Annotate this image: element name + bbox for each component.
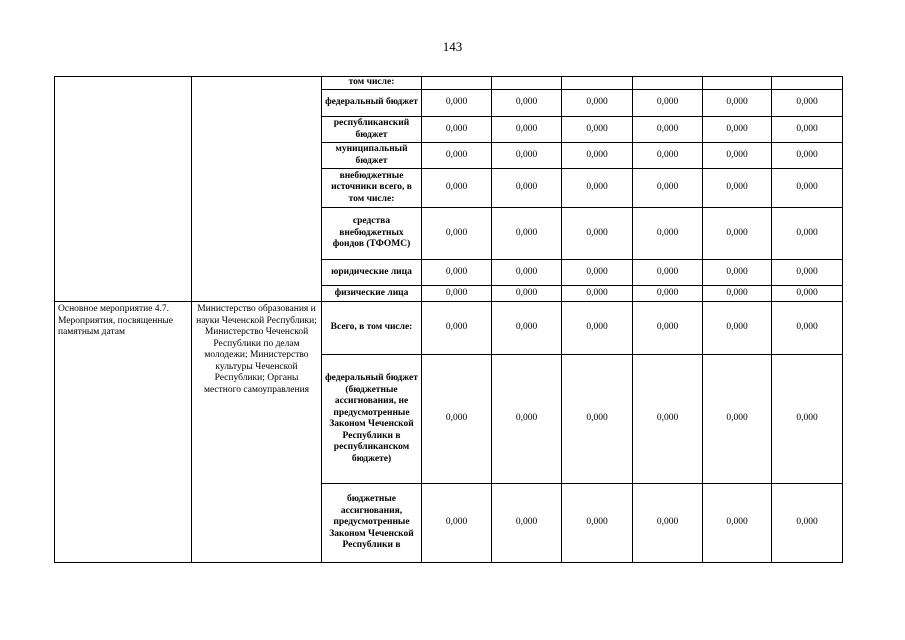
page-number: 143 — [442, 39, 463, 54]
value-cell: 0,000 — [562, 355, 633, 484]
table-row — [55, 302, 843, 355]
value-cell: 0,000 — [772, 117, 843, 143]
value-cell: 0,000 — [562, 208, 633, 260]
funding-source-cell: бюджетные ассигнования, предусмотренные Законом Чеченской Республики в — [322, 484, 422, 563]
funding-table — [54, 76, 843, 563]
value-cell: 0,000 — [703, 260, 772, 286]
value-cell: 0,000 — [422, 169, 492, 208]
value-cell: 0,000 — [703, 355, 772, 484]
value-cell: 0,000 — [562, 260, 633, 286]
value-cell: 0,000 — [703, 484, 772, 563]
value-cell: 0,000 — [422, 286, 492, 302]
empty-responsible-cell — [192, 77, 322, 302]
value-cell: 0,000 — [633, 90, 703, 117]
funding-source-cell: внебюджетные источники всего, в том числе: — [322, 169, 422, 208]
value-cell — [772, 77, 843, 90]
value-cell: 0,000 — [633, 143, 703, 169]
funding-source-cell: физические лица — [322, 286, 422, 302]
value-cell: 0,000 — [422, 143, 492, 169]
value-cell: 0,000 — [562, 143, 633, 169]
value-cell: 0,000 — [772, 355, 843, 484]
value-cell: 0,000 — [422, 355, 492, 484]
value-cell: 0,000 — [633, 286, 703, 302]
value-cell: 0,000 — [562, 286, 633, 302]
value-cell: 0,000 — [703, 286, 772, 302]
value-cell — [422, 77, 492, 90]
value-cell: 0,000 — [703, 117, 772, 143]
value-cell: 0,000 — [422, 484, 492, 563]
event-name-cell: Основное мероприятие 4.7. Мероприятия, посвященные памятным датам — [55, 302, 192, 563]
value-cell: 0,000 — [492, 169, 562, 208]
value-cell: 0,000 — [562, 90, 633, 117]
value-cell — [492, 77, 562, 90]
value-cell: 0,000 — [492, 90, 562, 117]
funding-source-cell: юридические лица — [322, 260, 422, 286]
value-cell: 0,000 — [492, 355, 562, 484]
value-cell: 0,000 — [562, 484, 633, 563]
value-cell: 0,000 — [422, 260, 492, 286]
funding-source-cell: муниципальный бюджет — [322, 143, 422, 169]
funding-source-cell: средства внебюджетных фондов (ТФОМС) — [322, 208, 422, 260]
value-cell: 0,000 — [633, 117, 703, 143]
value-cell — [562, 77, 633, 90]
value-cell: 0,000 — [772, 169, 843, 208]
value-cell: 0,000 — [633, 169, 703, 208]
value-cell: 0,000 — [633, 260, 703, 286]
value-cell: 0,000 — [422, 90, 492, 117]
value-cell: 0,000 — [422, 117, 492, 143]
value-cell: 0,000 — [703, 208, 772, 260]
value-cell: 0,000 — [633, 208, 703, 260]
value-cell: 0,000 — [703, 169, 772, 208]
funding-source-cell: республиканский бюджет — [322, 117, 422, 143]
funding-source-cell: федеральный бюджет (бюджетные ассигнования, не предусмотренные Законом Чеченской Республики в республиканском бюджете) — [322, 355, 422, 484]
value-cell: 0,000 — [772, 286, 843, 302]
funding-source-cell: том числе: — [322, 77, 422, 90]
value-cell: 0,000 — [492, 484, 562, 563]
value-cell: 0,000 — [562, 302, 633, 355]
value-cell: 0,000 — [422, 208, 492, 260]
value-cell: 0,000 — [422, 302, 492, 355]
value-cell: 0,000 — [703, 90, 772, 117]
value-cell: 0,000 — [492, 302, 562, 355]
value-cell: 0,000 — [492, 117, 562, 143]
funding-source-cell: федеральный бюджет — [322, 90, 422, 117]
empty-name-cell — [55, 77, 192, 302]
value-cell: 0,000 — [772, 302, 843, 355]
value-cell: 0,000 — [703, 302, 772, 355]
value-cell: 0,000 — [703, 143, 772, 169]
value-cell: 0,000 — [633, 302, 703, 355]
value-cell: 0,000 — [772, 484, 843, 563]
table-row — [55, 77, 843, 90]
value-cell: 0,000 — [492, 208, 562, 260]
value-cell: 0,000 — [772, 143, 843, 169]
value-cell: 0,000 — [772, 90, 843, 117]
value-cell: 0,000 — [772, 208, 843, 260]
value-cell: 0,000 — [562, 117, 633, 143]
value-cell — [633, 77, 703, 90]
value-cell: 0,000 — [492, 260, 562, 286]
value-cell: 0,000 — [562, 169, 633, 208]
value-cell: 0,000 — [772, 260, 843, 286]
funding-source-cell: Всего, в том числе: — [322, 302, 422, 355]
value-cell: 0,000 — [633, 484, 703, 563]
value-cell: 0,000 — [492, 143, 562, 169]
responsible-executors-cell: Министерство образования и науки Чеченской Республики; Министерство Чеченской Республики по делам молодежи; Министерство культуры Чеченской Республики; Органы местного самоуправления — [192, 302, 322, 563]
value-cell — [703, 77, 772, 90]
value-cell: 0,000 — [633, 355, 703, 484]
value-cell: 0,000 — [492, 286, 562, 302]
